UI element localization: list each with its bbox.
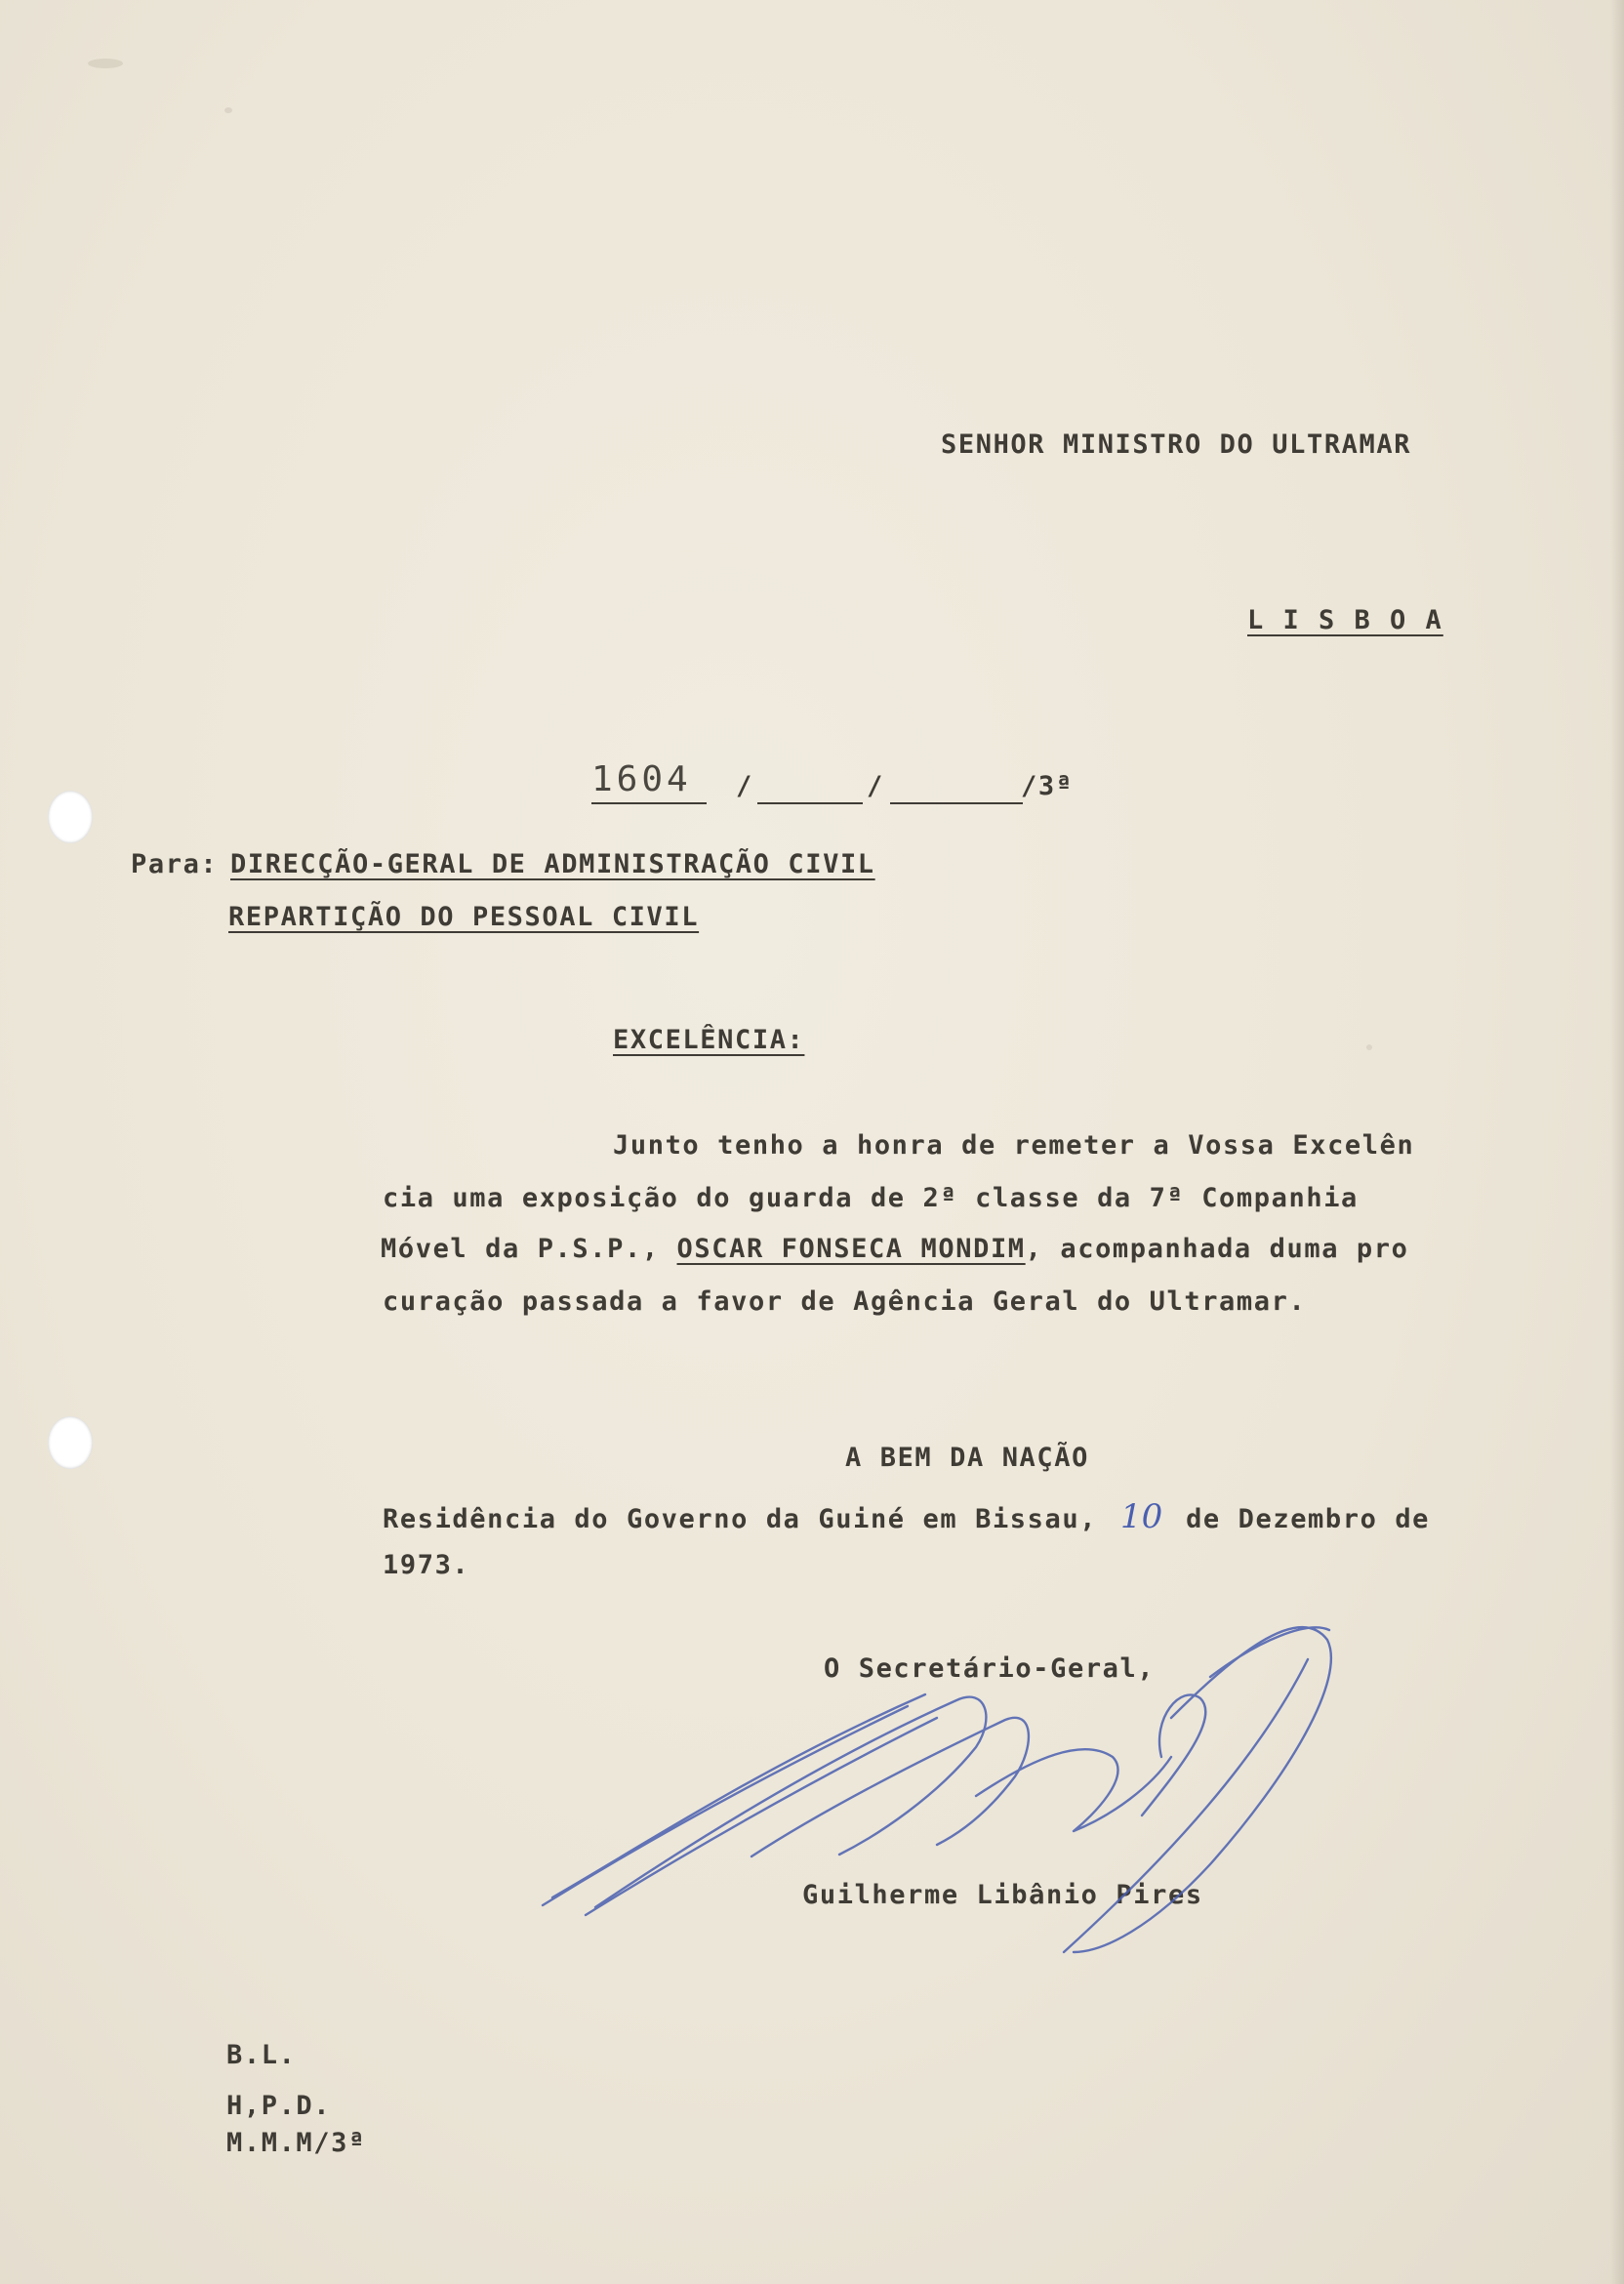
footer-initials-3: M.M.M/3ª xyxy=(226,2128,366,2158)
signatory-title: O Secretário-Geral, xyxy=(824,1653,1156,1684)
signatory-name: Guilherme Libânio Pires xyxy=(802,1880,1203,1910)
reference-slash-2: / xyxy=(867,771,884,801)
footer-initials-2: H,P.D. xyxy=(226,2091,332,2121)
place-date-start: Residência do Governo da Guiné em Bissau, xyxy=(383,1504,1098,1534)
body-line-2: cia uma exposição do guarda de 2ª classe da 7ª Companhia xyxy=(383,1183,1359,1213)
footer-initials-1: B.L. xyxy=(226,2040,297,2070)
body-line-1: Junto tenho a honra de remeter a Vossa Excelên xyxy=(613,1130,1415,1161)
punch-hole-bottom xyxy=(48,1416,93,1469)
para-directorate: DIRECÇÃO-GERAL DE ADMINISTRAÇÃO CIVIL xyxy=(230,849,875,879)
addressee-city: L I S B O A xyxy=(1247,605,1443,635)
paper-speck xyxy=(1366,1044,1372,1050)
reference-suffix: /3ª xyxy=(1021,771,1074,801)
reference-rule-2 xyxy=(757,802,863,804)
reference-rule-3 xyxy=(890,802,1023,804)
place-date-line xyxy=(383,1497,1430,1536)
salutation: EXCELÊNCIA: xyxy=(613,1025,805,1055)
body-line-3-start: Móvel da P.S.P., xyxy=(381,1234,677,1264)
body-line-3 xyxy=(381,1234,1408,1264)
para-label: Para: xyxy=(131,849,219,879)
guard-name: OSCAR FONSECA MONDIM xyxy=(676,1234,1026,1264)
reference-number: 1604 xyxy=(591,759,692,799)
reference-rule-1 xyxy=(591,802,707,804)
addressee-line: SENHOR MINISTRO DO ULTRAMAR xyxy=(941,429,1412,460)
para-department: REPARTIÇÃO DO PESSOAL CIVIL xyxy=(228,902,700,932)
paper-speck xyxy=(224,107,232,113)
handwritten-day: 10 xyxy=(1119,1497,1163,1536)
body-line-4: curação passada a favor de Agência Geral do Ultramar. xyxy=(383,1286,1307,1317)
motto: A BEM DA NAÇÃO xyxy=(845,1443,1089,1473)
body-line-3-end: , acompanhada duma pro xyxy=(1025,1234,1409,1264)
place-date-end: de Dezembro de xyxy=(1186,1504,1431,1534)
punch-hole-top xyxy=(48,791,93,843)
date-year: 1973. xyxy=(383,1550,470,1580)
paper-speck xyxy=(88,59,123,68)
reference-slash-1: / xyxy=(736,771,753,801)
